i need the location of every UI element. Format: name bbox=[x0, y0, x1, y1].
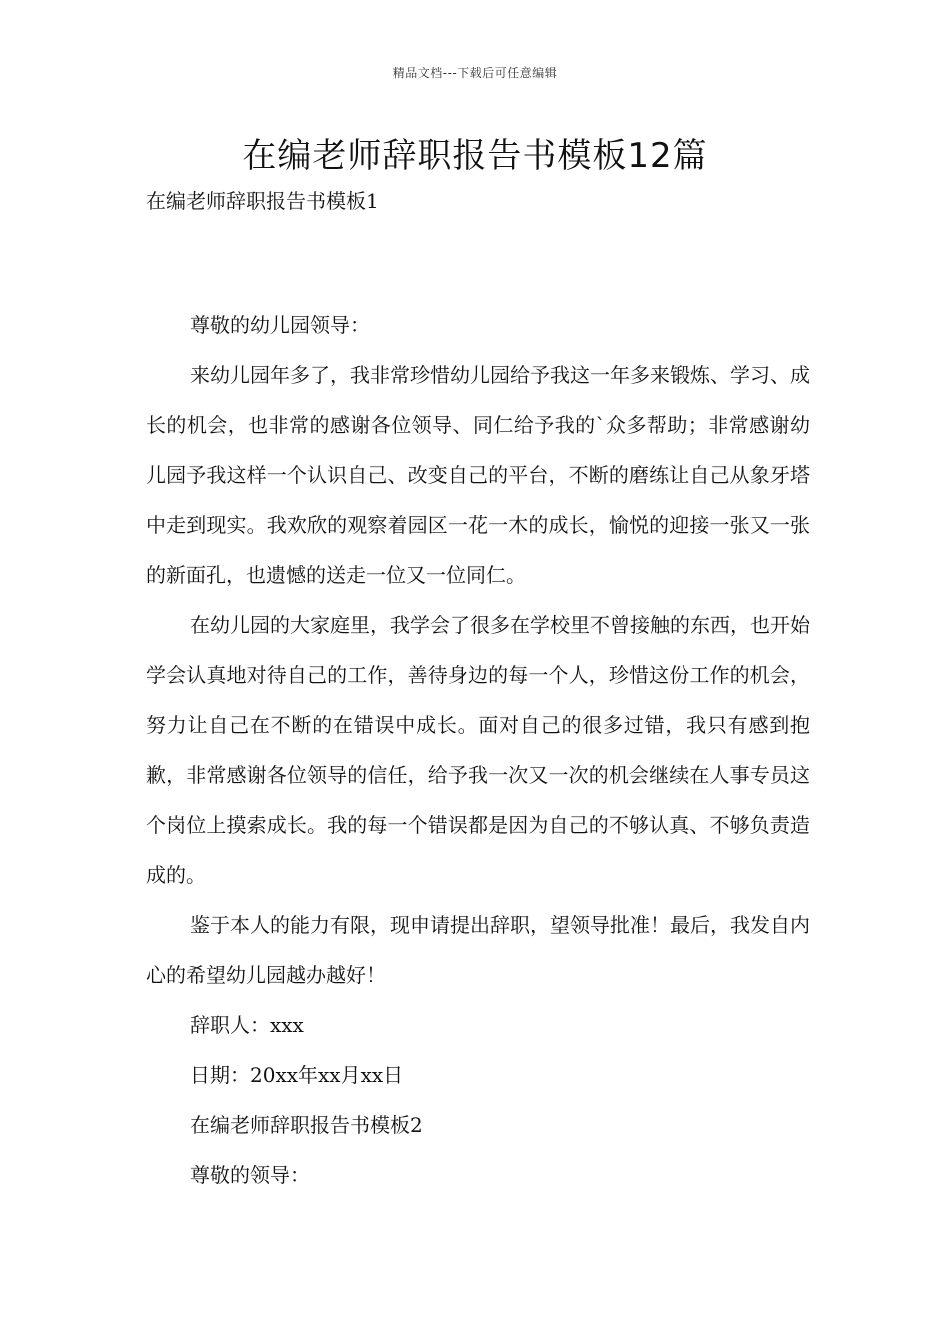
section-heading-1: 在编老师辞职报告书模板1 bbox=[146, 189, 379, 213]
paragraph-2: 在幼儿园的大家庭里，我学会了很多在学校里不曾接触的东西，也开始学会认真地对待自己的工作，善待身边的每一个人，珍惜这份工作的机会，努力让自己在不断的在错误中成长。面对自己的很多过错，我只有感到抱歉，非常感谢各位领导的信任，给予我一次又一次的机会继续在人事专员这个岗位上摸索成长。我的每一个错误都是因为自己的不够认真、不够负责造成的。 bbox=[146, 613, 810, 887]
paragraph-3: 鉴于本人的能力有限，现申请提出辞职，望领导批准！最后，我发自内心的希望幼儿园越办越好！ bbox=[146, 913, 810, 987]
paragraph-1: 来幼儿园年多了，我非常珍惜幼儿园给予我这一年多来锻炼、学习、成长的机会，也非常的感谢各位领导、同仁给予我的`众多帮助；非常感谢幼儿园予我这样一个认识自己、改变自己的平台，不断的磨练让自己从象牙塔中走到现实。我欢欣的观察着园区一花一木的成长，愉悦的迎接一张又一张的新面孔，也遗憾的送走一位又一位同仁。 bbox=[146, 363, 810, 587]
salutation-1: 尊敬的幼儿园领导： bbox=[190, 313, 370, 337]
section-heading-2: 在编老师辞职报告书模板2 bbox=[190, 1113, 423, 1137]
header-note: 精品文档---下载后可任意编辑 bbox=[392, 66, 558, 80]
document-title: 在编老师辞职报告书模板12篇 bbox=[242, 136, 708, 176]
signature-line: 辞职人：xxx bbox=[190, 1013, 304, 1037]
blank-space bbox=[146, 218, 810, 300]
salutation-2: 尊敬的领导： bbox=[190, 1163, 310, 1187]
date-line: 日期：20xx年xx月xx日 bbox=[190, 1063, 404, 1087]
document-body bbox=[146, 184, 810, 1200]
